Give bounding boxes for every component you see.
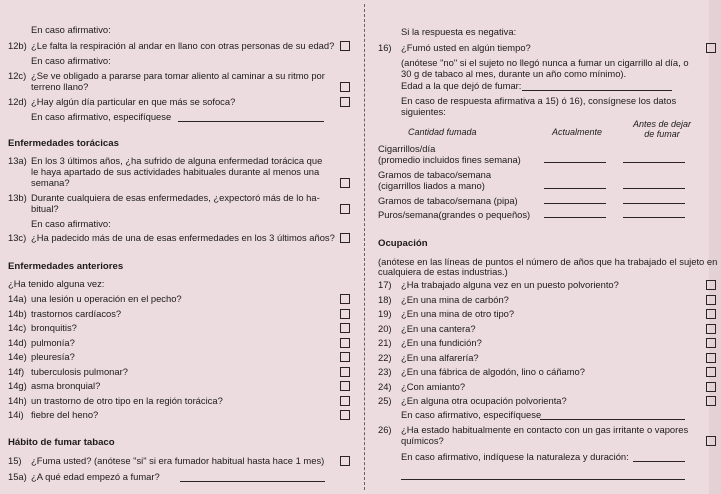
question-26-line1: ¿Ha estado habitualmente en contacto con un gas irritante o vapores xyxy=(401,424,689,435)
question-15: ¿Fuma usted? (anótese "si" si era fumador habitual hasta hace 1 mes) xyxy=(31,455,325,466)
question-12c-line1: ¿Se ve obligado a pararse para tomar aliento al caminar a su ritmo por xyxy=(31,70,325,81)
question-number: 13c) xyxy=(8,232,27,243)
page-edge xyxy=(709,0,721,494)
question-13a-line2: le haya apartado de sus actividades habituales durante al menos una xyxy=(31,166,320,177)
occupation-checkbox[interactable] xyxy=(706,382,716,392)
section-heading-ocupacion: Ocupación xyxy=(378,238,428,249)
checkbox-12c[interactable] xyxy=(340,82,350,92)
occupation-checkbox[interactable] xyxy=(706,338,716,348)
nature-duration-label: En caso afirmativo, indíquese la naturaleza y duración: xyxy=(401,451,629,462)
question-16: ¿Fumó usted en algún tiempo? xyxy=(401,42,531,53)
disease-checkbox[interactable] xyxy=(340,309,350,319)
table-header-antes-line2: de fumar xyxy=(644,129,680,139)
question-number: 13a) xyxy=(8,155,27,166)
disease-item: asma bronquial? xyxy=(31,380,101,391)
question-number: 14e) xyxy=(8,351,27,362)
question-15a: ¿A qué edad empezó a fumar? xyxy=(31,471,160,482)
question-number: 14i) xyxy=(8,409,24,420)
question-number: 17) xyxy=(378,279,392,290)
disease-item: pleuresía? xyxy=(31,351,75,362)
note-text: En caso afirmativo: xyxy=(31,24,111,35)
occupation-item: ¿En una alfarería? xyxy=(401,351,479,363)
disease-item: trastornos cardíacos? xyxy=(31,307,122,319)
question-12b: ¿Le falta la respiración al andar en llano con otras personas de su edad? xyxy=(31,40,335,51)
question-number: 13b) xyxy=(8,192,27,203)
stop-age-line[interactable] xyxy=(522,90,672,91)
question-13a-line1: En los 3 últimos años, ¿ha sufrido de alguna enfermedad torácica que xyxy=(31,155,323,166)
question-26-line2: químicos? xyxy=(401,435,444,446)
row-tabaco-pipa: Gramos de tabaco/semana (pipa) xyxy=(378,195,518,206)
answer-line-15a[interactable] xyxy=(180,481,325,482)
note-text: En caso afirmativo: xyxy=(31,218,111,229)
row-tabaco-liado-line1: Gramos de tabaco/semana xyxy=(378,169,492,180)
checkbox-26[interactable] xyxy=(706,436,716,446)
row-puros: Puros/semana(grandes o pequeños) xyxy=(378,209,531,220)
question-number: 20) xyxy=(378,322,392,334)
note-text: En caso afirmativo: xyxy=(31,55,111,66)
disease-item: tuberculosis pulmonar? xyxy=(31,365,128,377)
disease-item: un trastorno de otro tipo en la región torácica? xyxy=(31,394,223,406)
occupation-item: ¿Ha trabajado alguna vez en un puesto polvoriento? xyxy=(401,279,619,290)
nature-duration-line[interactable] xyxy=(633,461,685,462)
question-number: 15) xyxy=(8,455,22,466)
question-number: 21) xyxy=(378,337,392,348)
specify-line[interactable] xyxy=(178,121,324,122)
answer-line-actual[interactable] xyxy=(544,203,606,204)
specify-label: En caso afirmativo, especifíquese xyxy=(31,111,172,122)
disease-checkbox[interactable] xyxy=(340,410,350,420)
section-heading-toracicas: Enfermedades torácicas xyxy=(8,138,119,149)
question-number: 14f) xyxy=(8,365,25,377)
disease-checkbox[interactable] xyxy=(340,396,350,406)
checkbox-13b[interactable] xyxy=(340,204,350,214)
answer-line-actual[interactable] xyxy=(544,217,606,218)
question-number: 14g) xyxy=(8,380,27,391)
ocupacion-note-line2: cualquiera de estas industrias.) xyxy=(378,266,508,277)
question-number: 14c) xyxy=(8,322,27,333)
disease-checkbox[interactable] xyxy=(340,323,350,333)
question-number: 14h) xyxy=(8,394,27,406)
occupation-checkbox[interactable] xyxy=(706,280,716,290)
question-number: 14a) xyxy=(8,293,27,304)
note-16-line1: (anótese "no" si el sujeto no llegó nunca a fumar un cigarrillo al día, o xyxy=(401,57,689,68)
section-heading-fumar: Hábito de fumar tabaco xyxy=(8,437,115,448)
answer-line-antes[interactable] xyxy=(623,203,685,204)
stop-age-label: Edad a la que dejó de fumar: xyxy=(401,80,522,91)
answer-line-antes[interactable] xyxy=(623,188,685,189)
question-number: 22) xyxy=(378,351,392,363)
disease-item: una lesión u operación en el pecho? xyxy=(31,293,182,304)
instruction-line2: siguientes: xyxy=(401,106,446,117)
nature-duration-line-2[interactable] xyxy=(401,479,685,480)
question-number: 24) xyxy=(378,380,392,392)
question-13a-line3: semana? xyxy=(31,177,70,188)
row-cigarrillos-line1: Cigarrillos/día xyxy=(378,143,436,154)
occupation-checkbox[interactable] xyxy=(706,309,716,319)
checkbox-12d[interactable] xyxy=(340,97,350,107)
question-number: 12c) xyxy=(8,70,27,81)
question-12c-line2: terreno llano? xyxy=(31,81,89,92)
specify-line[interactable] xyxy=(540,419,685,420)
disease-item: bronquitis? xyxy=(31,322,77,333)
occupation-checkbox[interactable] xyxy=(706,367,716,377)
answer-line-antes[interactable] xyxy=(623,217,685,218)
note-text: Si la respuesta es negativa: xyxy=(401,26,517,37)
occupation-item: ¿Con amianto? xyxy=(401,380,466,392)
column-divider xyxy=(364,4,365,490)
answer-line-actual[interactable] xyxy=(544,162,606,163)
question-number: 26) xyxy=(378,424,392,435)
occupation-item: ¿En una fundición? xyxy=(401,337,482,348)
question-number: 14b) xyxy=(8,307,27,319)
question-number: 15a) xyxy=(8,471,27,482)
occupation-item: ¿En alguna otra ocupación polvorienta? xyxy=(401,395,567,406)
disease-checkbox[interactable] xyxy=(340,338,350,348)
occupation-item: ¿En una fábrica de algodón, lino o cáñamo? xyxy=(401,366,585,377)
question-number: 19) xyxy=(378,308,392,319)
occupation-checkbox[interactable] xyxy=(706,396,716,406)
question-number: 12d) xyxy=(8,96,27,107)
answer-line-antes[interactable] xyxy=(623,162,685,163)
ocupacion-note-line1: (anótese en las líneas de puntos el número de años que ha trabajado el sujeto en xyxy=(378,256,718,267)
section-heading-anteriores: Enfermedades anteriores xyxy=(8,261,124,272)
question-number: 16) xyxy=(378,42,392,53)
specify-label: En caso afirmativo, especifíquese xyxy=(401,409,542,420)
occupation-checkbox[interactable] xyxy=(706,324,716,334)
disease-checkbox[interactable] xyxy=(340,352,350,362)
instruction-line1: En caso de respuesta afirmativa a 15) ó 16), consígnese los datos xyxy=(401,95,677,106)
disease-checkbox[interactable] xyxy=(340,294,350,304)
question-number: 25) xyxy=(378,395,392,406)
occupation-item: ¿En una cantera? xyxy=(401,322,476,334)
question-number: 18) xyxy=(378,293,392,305)
checkbox-16[interactable] xyxy=(706,43,716,53)
checkbox-13a[interactable] xyxy=(340,178,350,188)
question-12d: ¿Hay algún día particular en que más se sofoca? xyxy=(31,96,236,107)
table-header-actual: Actualmente xyxy=(552,127,603,137)
checkbox-15[interactable] xyxy=(340,456,350,466)
question-13c: ¿Ha padecido más de una de esas enfermedades en los 3 últimos años? xyxy=(31,232,335,243)
occupation-checkbox[interactable] xyxy=(706,295,716,305)
question-number: 23) xyxy=(378,366,392,377)
disease-item: fiebre del heno? xyxy=(31,409,99,420)
occupation-item: ¿En una mina de otro tipo? xyxy=(401,308,515,319)
occupation-item: ¿En una mina de carbón? xyxy=(401,293,509,305)
question-13b-line2: bitual? xyxy=(31,203,59,214)
row-tabaco-liado-line2: (cigarrillos liados a mano) xyxy=(378,180,485,191)
table-header-cantidad: Cantidad fumada xyxy=(408,127,477,137)
disease-checkbox[interactable] xyxy=(340,367,350,377)
question-number: 14d) xyxy=(8,336,27,348)
note-16-line2: 30 g de tabaco al mes, durante un año como mínimo). xyxy=(401,68,627,79)
answer-line-actual[interactable] xyxy=(544,188,606,189)
checkbox-12b[interactable] xyxy=(340,41,350,51)
occupation-checkbox[interactable] xyxy=(706,353,716,363)
disease-item: pulmonía? xyxy=(31,336,75,348)
table-header-antes-line1: Antes de dejar xyxy=(632,119,692,129)
question-13b-line1: Durante cualquiera de esas enfermedades, ¿expectoró más de lo ha- xyxy=(31,192,320,203)
checkbox-13c[interactable] xyxy=(340,233,350,243)
question-number: 12b) xyxy=(8,40,27,51)
row-cigarrillos-line2: (promedio incluidos fines semana) xyxy=(378,154,521,165)
disease-checkbox[interactable] xyxy=(340,381,350,391)
question-intro: ¿Ha tenido alguna vez: xyxy=(8,278,105,289)
